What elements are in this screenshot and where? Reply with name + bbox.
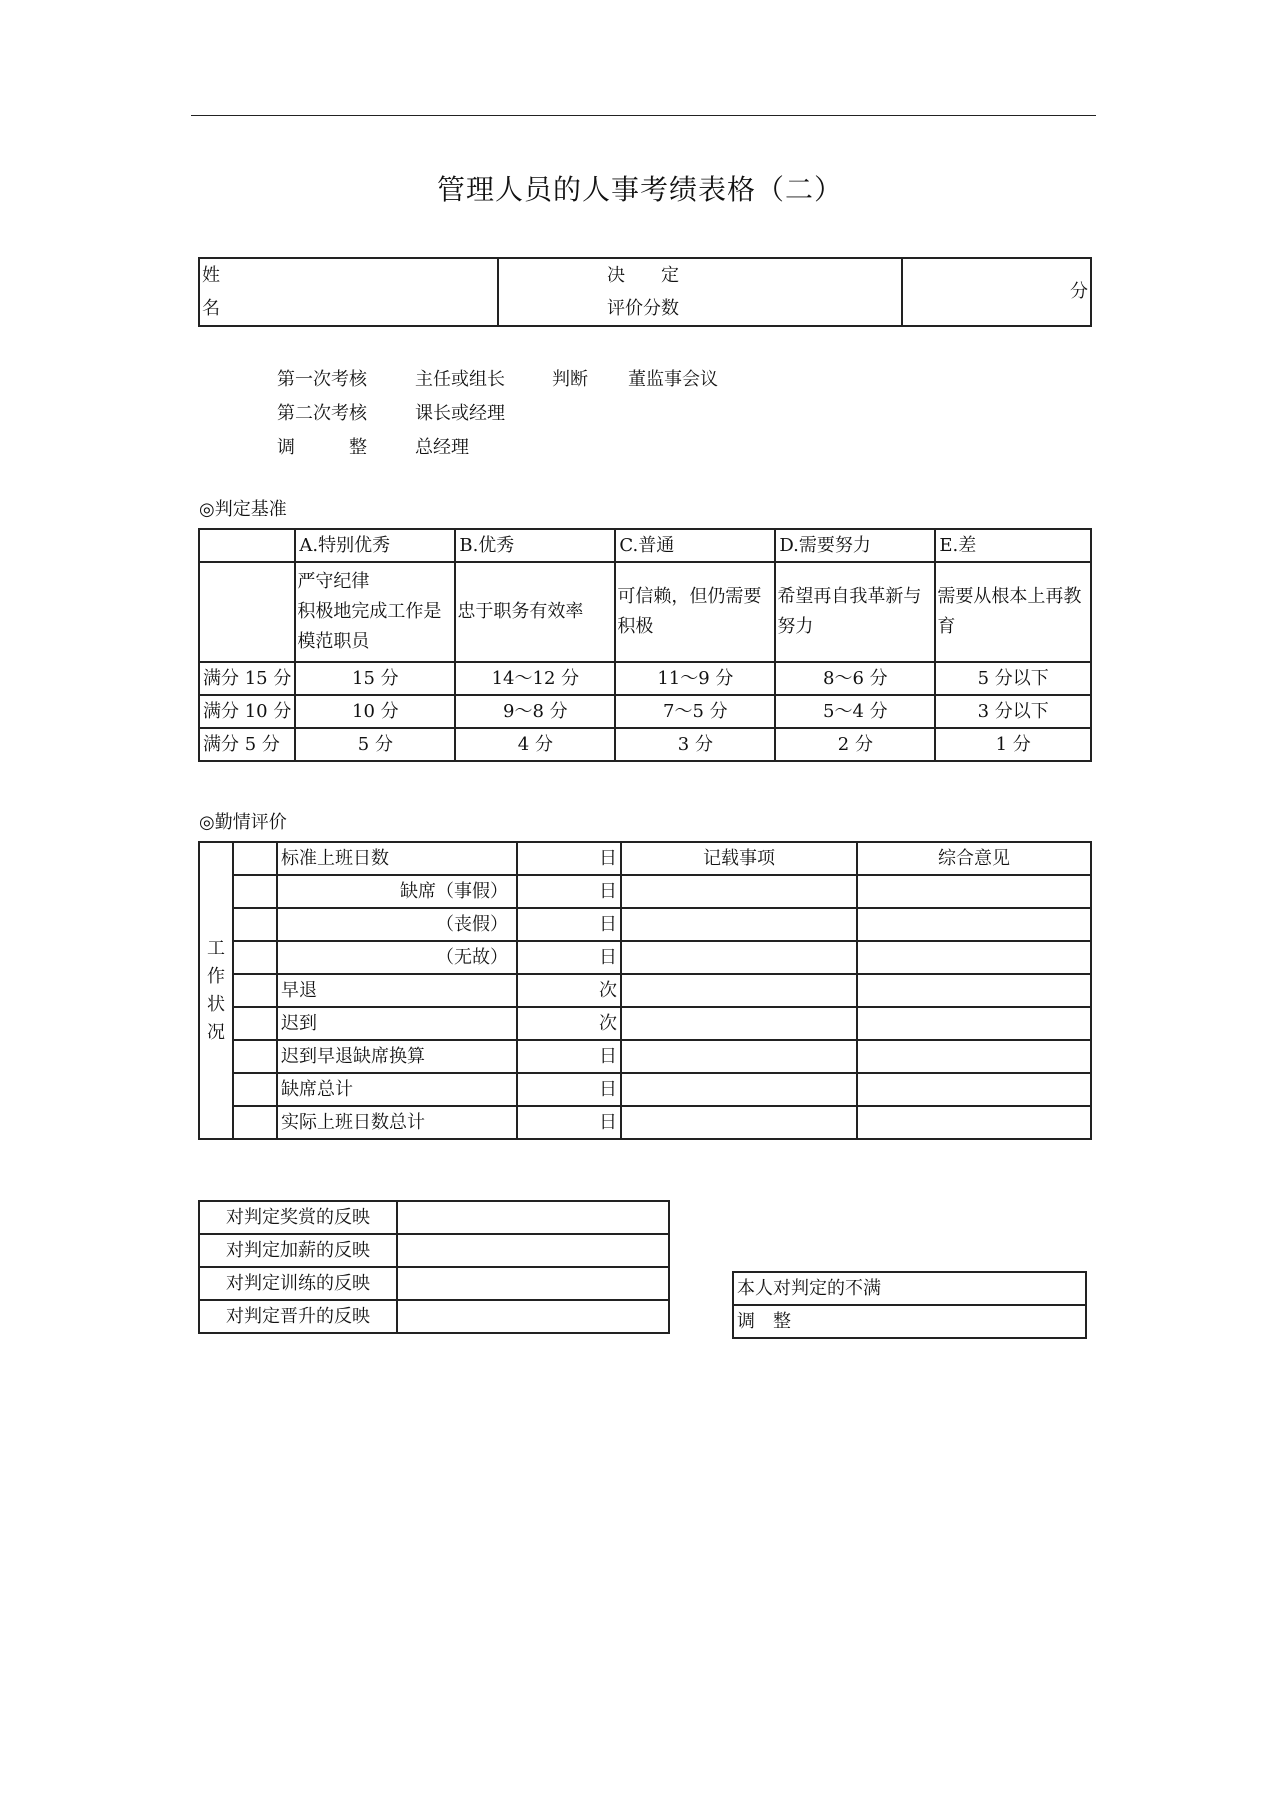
flow-row [277,397,718,431]
side-char: 状 [207,993,225,1015]
score-cell: 3 分 [615,728,775,761]
unit-cell[interactable]: 次 [517,974,621,1007]
record-cell[interactable] [621,974,857,1007]
table-row [733,1272,1086,1305]
grade-header: B.优秀 [455,529,615,562]
score-cell: 11～9 分 [615,662,775,695]
table-row [199,842,1091,875]
table-row [199,908,1091,941]
opinion-cell[interactable] [857,1073,1091,1106]
reaction-table [198,1200,670,1334]
item-label: 缺席（事假） [277,875,517,908]
flow-by: 总经理 [415,437,469,458]
attendance-table [198,841,1092,1140]
flow-stage: 第二次考核 [277,403,367,424]
score-cell: 1 分 [935,728,1091,761]
score-cell: 5 分 [295,728,455,761]
unit-cell[interactable]: 日 [517,1073,621,1106]
decision-cell [498,258,902,326]
desc-line: 努力 [777,616,814,637]
score-row-label: 满分 10 分 [199,695,295,728]
opinion-cell[interactable] [857,875,1091,908]
opinion-cell[interactable] [857,908,1091,941]
page-title: 管理人员的人事考绩表格（二） [436,173,843,206]
item-label: （丧假） [277,908,517,941]
score-cell: 8～6 分 [775,662,935,695]
grade-desc [455,562,615,662]
score-cell: 2 分 [775,728,935,761]
decision-label-1: 决 定 [607,265,679,286]
table-row [199,1234,669,1267]
table-row [199,875,1091,908]
table-row [199,562,1091,662]
record-cell[interactable] [621,941,857,974]
item-label: 标准上班日数 [277,842,517,875]
record-header: 记载事项 [621,842,857,875]
unit-cell[interactable]: 日 [517,908,621,941]
grade-desc [935,562,1091,662]
reaction-input[interactable] [397,1201,669,1234]
desc-line: 忠于职务有效率 [457,601,584,622]
unit-cell[interactable]: 日 [517,842,621,875]
work-status-label [199,842,233,1139]
table-row [199,1201,669,1234]
reaction-label: 对判定加薪的反映 [199,1234,397,1267]
grade-header: A.特别优秀 [295,529,455,562]
desc-line: 积极 [617,616,654,637]
record-cell[interactable] [621,1007,857,1040]
check-cell[interactable] [233,974,277,1007]
opinion-cell[interactable] [857,1007,1091,1040]
grade-header: D.需要努力 [775,529,935,562]
table-row [199,728,1091,761]
adjust-cell[interactable]: 调 整 [733,1305,1086,1338]
table-row [199,1007,1091,1040]
desc-line: 严守纪律 [297,571,370,592]
reaction-label: 对判定训练的反映 [199,1267,397,1300]
reaction-label: 对判定奖赏的反映 [199,1201,397,1234]
item-label: 实际上班日数总计 [277,1106,517,1139]
name-cell[interactable] [199,258,498,326]
name-label-1: 姓 [202,265,220,286]
corner-cell [199,529,295,562]
flow-stage: 调 整 [277,437,367,458]
desc-line: 可信赖，但仍需要 [617,586,762,607]
score-unit: 分 [1070,281,1088,302]
check-cell[interactable] [233,842,277,875]
score-cell: 9～8 分 [455,695,615,728]
check-cell[interactable] [233,1073,277,1106]
flow-row [277,363,718,397]
decision-label-2: 评价分数 [607,298,679,319]
table-row [733,1305,1086,1338]
score-cell[interactable] [902,258,1091,326]
side-char: 况 [207,1021,225,1043]
score-row-label: 满分 5 分 [199,728,295,761]
table-row [199,1300,669,1333]
desc-line: 育 [937,616,956,637]
table-row [199,1040,1091,1073]
table-row [199,1106,1091,1139]
score-cell: 5 分以下 [935,662,1091,695]
score-cell: 15 分 [295,662,455,695]
table-row [199,695,1091,728]
reaction-label: 对判定晋升的反映 [199,1300,397,1333]
name-label-2: 名 [202,298,220,319]
flow-body: 董监事会议 [628,369,718,390]
grade-desc [615,562,775,662]
check-cell[interactable] [233,941,277,974]
criteria-section-title: ◎判定基准 [199,499,287,520]
check-cell[interactable] [233,1040,277,1073]
reaction-input[interactable] [397,1300,669,1333]
flow-row [277,431,718,465]
table-row [199,529,1091,562]
flow-stage: 第一次考核 [277,369,367,390]
desc-line: 积极地完成工作是 [297,601,442,622]
check-cell[interactable] [233,875,277,908]
score-row-label: 满分 15 分 [199,662,295,695]
grade-header: E.差 [935,529,1091,562]
unit-cell[interactable]: 日 [517,941,621,974]
score-cell: 4 分 [455,728,615,761]
top-rule [191,115,1096,116]
flow-note: 判断 [552,369,588,390]
opinion-cell[interactable] [857,974,1091,1007]
desc-line: 希望再自我革新与 [777,586,922,607]
record-cell[interactable] [621,1106,857,1139]
self-review-table [732,1271,1087,1339]
item-label: 早退 [277,974,517,1007]
opinion-cell[interactable] [857,941,1091,974]
check-cell[interactable] [233,1007,277,1040]
table-row [199,974,1091,1007]
record-cell[interactable] [621,908,857,941]
score-cell: 5～4 分 [775,695,935,728]
side-char: 作 [207,965,225,987]
table-row [199,941,1091,974]
score-cell: 3 分以下 [935,695,1091,728]
table-row [199,1267,669,1300]
grade-desc [295,562,455,662]
flow-by: 课长或经理 [415,403,505,424]
dissatisfaction-cell[interactable]: 本人对判定的不满 [733,1272,1086,1305]
reaction-input[interactable] [397,1267,669,1300]
flow-by: 主任或组长 [415,369,505,390]
criteria-table [198,528,1092,762]
desc-corner [199,562,295,662]
unit-cell[interactable]: 日 [517,1040,621,1073]
score-cell: 10 分 [295,695,455,728]
item-label: （无故） [277,941,517,974]
item-label: 缺席总计 [277,1073,517,1106]
opinion-header: 综合意见 [857,842,1091,875]
unit-cell[interactable]: 日 [517,1106,621,1139]
score-cell: 14～12 分 [455,662,615,695]
desc-line: 需要从根本上再教 [937,586,1082,607]
header-table [198,257,1092,327]
check-cell[interactable] [233,908,277,941]
opinion-cell[interactable] [857,1040,1091,1073]
item-label: 迟到 [277,1007,517,1040]
attendance-section-title: ◎勤情评价 [199,812,287,833]
grade-header: C.普通 [615,529,775,562]
check-cell[interactable] [233,1106,277,1139]
unit-cell[interactable]: 日 [517,875,621,908]
record-cell[interactable] [621,1073,857,1106]
reaction-input[interactable] [397,1234,669,1267]
item-label: 迟到早退缺席换算 [277,1040,517,1073]
opinion-cell[interactable] [857,1106,1091,1139]
table-row [199,1073,1091,1106]
table-row [199,662,1091,695]
grade-desc [775,562,935,662]
score-cell: 7～5 分 [615,695,775,728]
side-char: 工 [207,937,225,959]
record-cell[interactable] [621,1040,857,1073]
desc-line: 模范职员 [297,631,370,652]
unit-cell[interactable]: 次 [517,1007,621,1040]
review-flow [277,363,718,465]
record-cell[interactable] [621,875,857,908]
